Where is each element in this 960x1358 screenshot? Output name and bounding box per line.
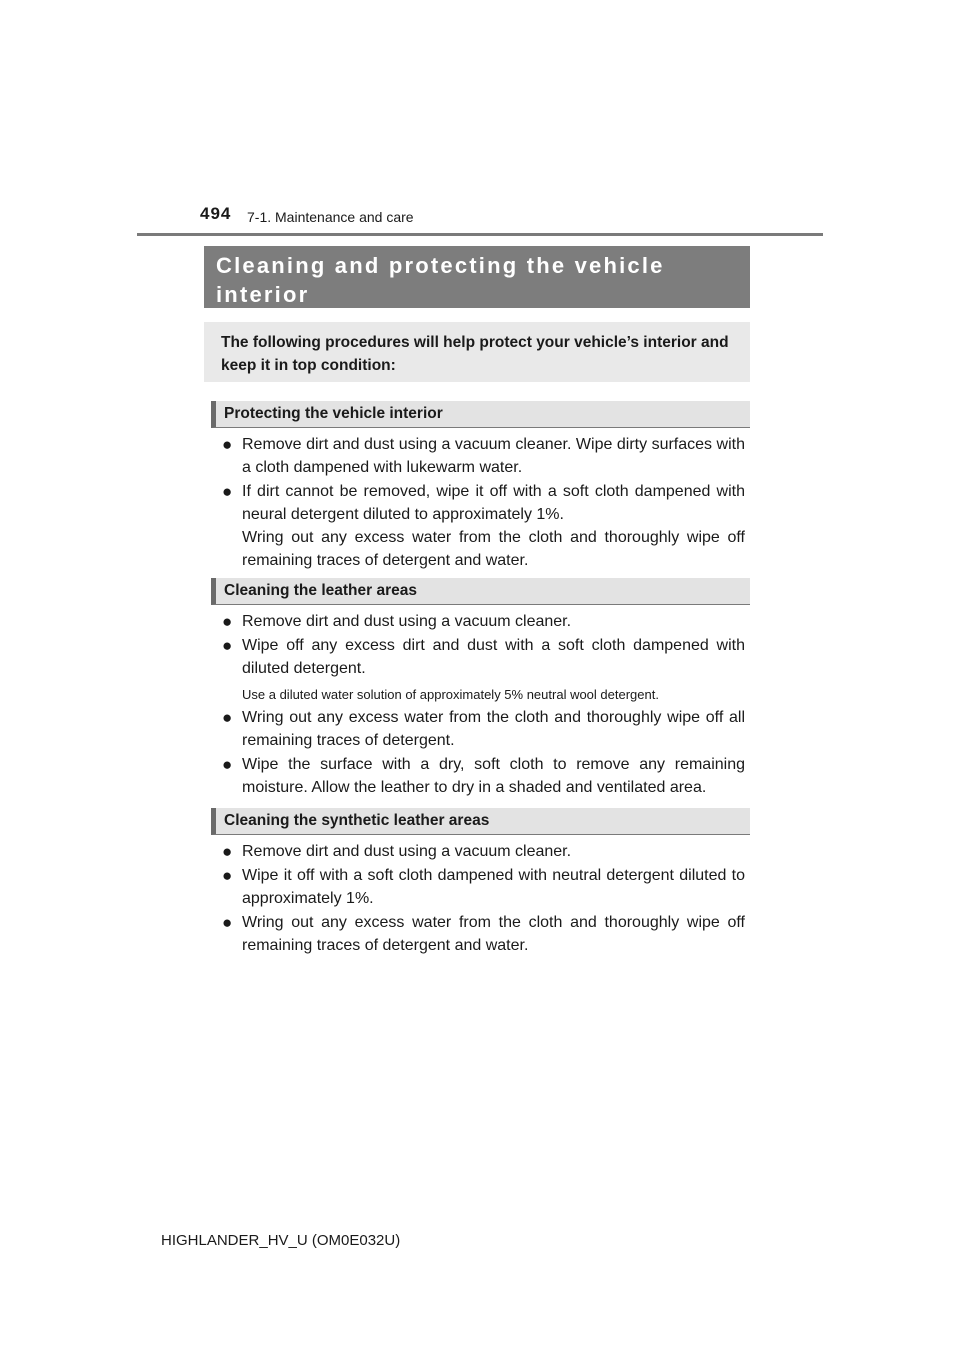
item-text: Wring out any excess water from the cloth and thoroughly wipe off remaining traces of detergent and water. [242,914,745,954]
header-divider [137,233,823,236]
bullet-icon: ● [222,612,233,631]
list-leather-areas [222,610,745,799]
item-text: Wring out any excess water from the cloth and thoroughly wipe off all remaining traces of detergent. [242,709,745,749]
bullet-icon: ● [222,913,233,932]
list-item [222,864,745,910]
list-synthetic-leather [222,840,745,957]
footer-model-code: HIGHLANDER_HV_U (OM0E032U) [161,1232,401,1249]
bullet-icon: ● [222,708,233,727]
bullet-icon: ● [222,842,233,861]
section-label: 7-1. Maintenance and care [247,209,414,225]
list-item [222,433,745,479]
subheading-protecting-interior: Protecting the vehicle interior [211,401,750,428]
bullet-icon: ● [222,866,233,885]
subheading-leather-areas: Cleaning the leather areas [211,578,750,605]
item-note: Use a diluted water solution of approximately 5% neutral wool detergent. [242,687,659,702]
item-text-continued: Wring out any excess water from the cloth and thoroughly wipe off remaining traces of detergent and water. [242,529,745,569]
list-protecting-interior [222,433,745,572]
list-item [222,911,745,957]
item-text: Remove dirt and dust using a vacuum cleaner. [242,613,572,630]
item-text: Wipe the surface with a dry, soft cloth to remove any remaining moisture. Allow the leather to dry in a shaded and ventilated area. [242,756,745,796]
item-text: Remove dirt and dust using a vacuum cleaner. Wipe dirty surfaces with a cloth dampened with lukewarm water. [242,436,745,476]
item-text: If dirt cannot be removed, wipe it off with a soft cloth dampened with neural detergent diluted to approximately 1%. [242,483,745,523]
list-item [222,840,745,863]
subheading-synthetic-leather: Cleaning the synthetic leather areas [211,808,750,835]
list-item [222,480,745,572]
list-item [222,634,745,680]
list-item [222,753,745,799]
bullet-icon: ● [222,636,233,655]
bullet-icon: ● [222,482,233,501]
bullet-icon: ● [222,755,233,774]
item-text: Remove dirt and dust using a vacuum cleaner. [242,843,572,860]
page-title: Cleaning and protecting the vehicle interior [204,246,750,308]
page-number: 494 [200,204,232,223]
item-text: Wipe it off with a soft cloth dampened with neutral detergent diluted to approximately 1%. [242,867,745,907]
list-item [222,610,745,633]
bullet-icon: ● [222,435,233,454]
intro-text: The following procedures will help protect your vehicle’s interior and keep it in top condition: [204,322,750,382]
list-item [222,706,745,752]
item-text: Wipe off any excess dirt and dust with a soft cloth dampened with diluted detergent. [242,637,745,677]
